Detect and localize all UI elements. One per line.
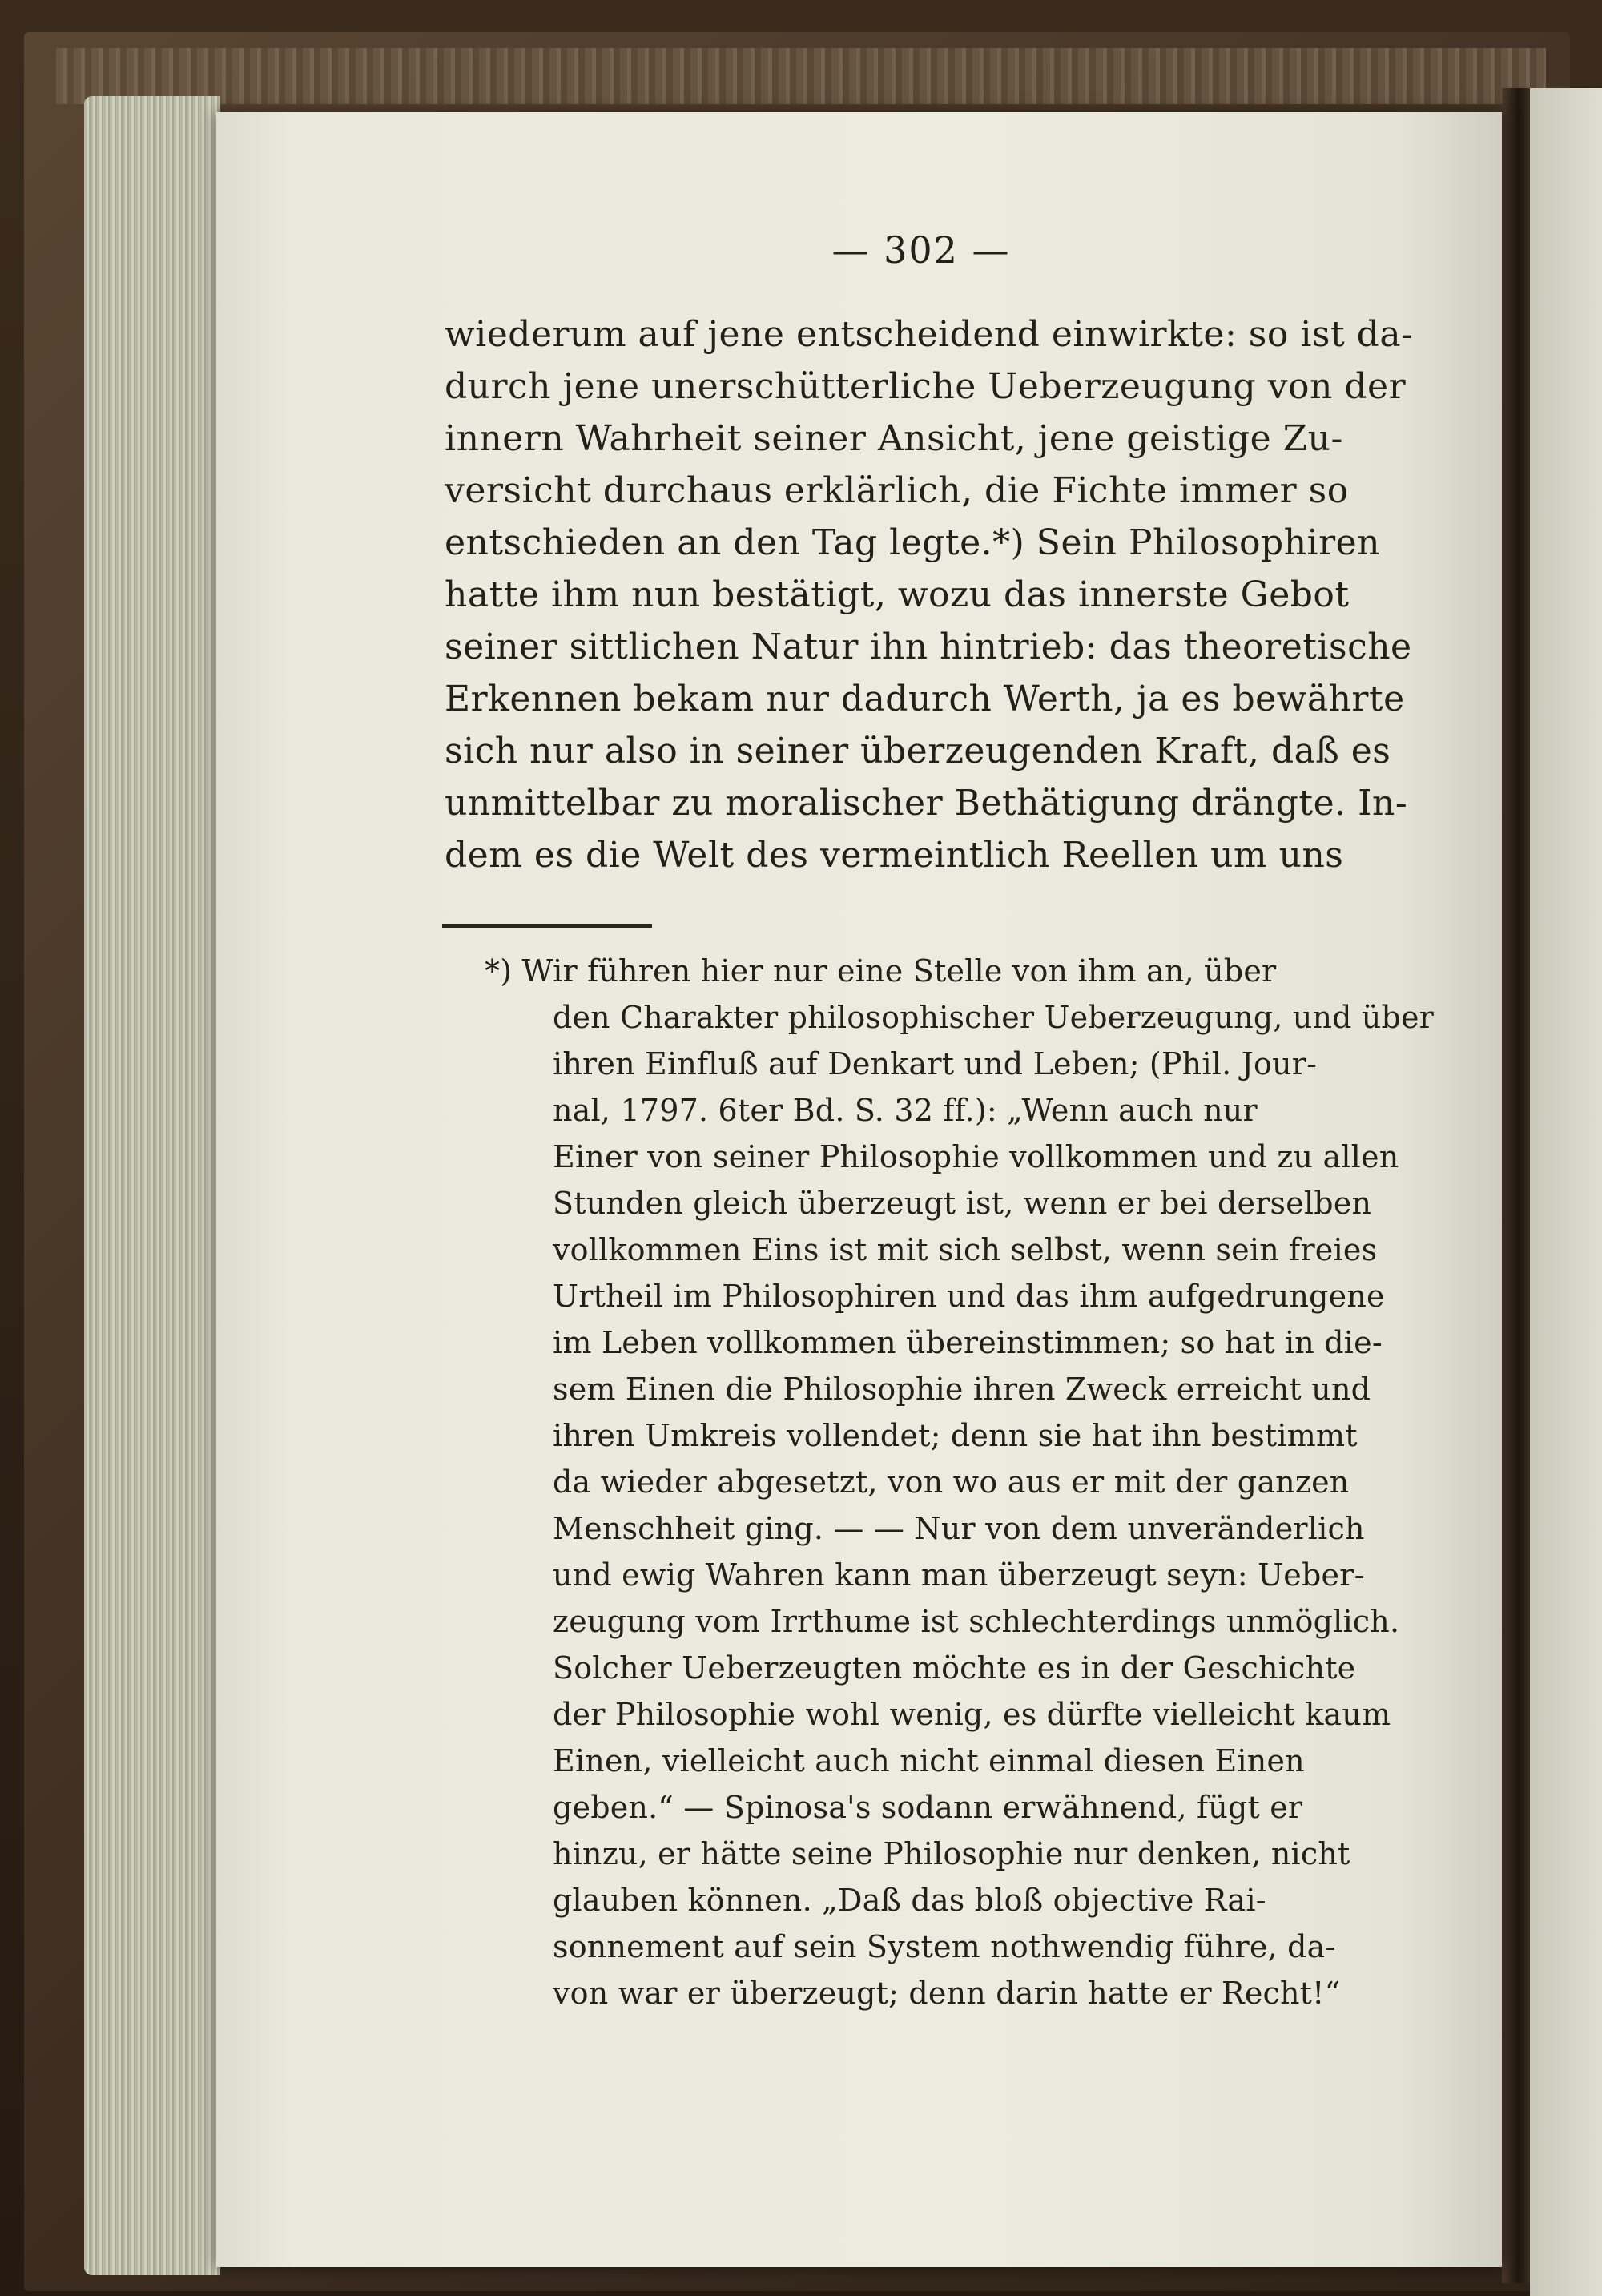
footnote-line: der Philosophie wohl wenig, es dürfte vielleicht kaum — [553, 1697, 1391, 1732]
footnote-line: Einer von seiner Philosophie vollkommen und zu allen — [553, 1139, 1399, 1174]
footnote-line: von war er überzeugt; denn darin hatte er Recht!“ — [553, 1976, 1341, 2011]
footnote-line: Einen, vielleicht auch nicht einmal diesen Einen — [553, 1743, 1305, 1778]
footnote-rule — [442, 924, 652, 928]
main-line: seiner sittlichen Natur ihn hintrieb: das theoretische — [445, 626, 1412, 667]
footnote-line: den Charakter philosophischer Ueberzeugung, und über — [553, 1000, 1434, 1035]
footnote-line: ihren Umkreis vollendet; denn sie hat ihn bestimmt — [553, 1418, 1358, 1453]
book-gutter — [1502, 88, 1530, 2283]
footnote-line: sem Einen die Philosophie ihren Zweck erreicht und — [553, 1372, 1371, 1407]
footnote-line: Urtheil im Philosophiren und das ihm aufgedrungene — [553, 1279, 1385, 1314]
footnote-line: sonnement auf sein System nothwendig führe, da- — [553, 1929, 1336, 1964]
main-line: wiederum auf jene entscheidend einwirkte: so ist da- — [445, 314, 1414, 355]
footnote-line: nal, 1797. 6ter Bd. S. 32 ff.): „Wenn auch nur — [553, 1093, 1258, 1128]
main-line: Erkennen bekam nur dadurch Werth, ja es bewährte — [445, 679, 1405, 719]
main-line: hatte ihm nun bestätigt, wozu das innerste Gebot — [445, 574, 1350, 615]
footnote-line: zeugung vom Irrthume ist schlechterdings unmöglich. — [553, 1604, 1400, 1639]
footnote-line: und ewig Wahren kann man überzeugt seyn: Ueber- — [553, 1557, 1365, 1593]
facing-page-edge — [1530, 88, 1602, 2296]
footnote-line: hinzu, er hätte seine Philosophie nur denken, nicht — [553, 1836, 1350, 1871]
footnote-line: glauben können. „Daß das bloß objective Rai- — [553, 1883, 1266, 1918]
cover-edge — [56, 48, 1546, 104]
footnote-line: da wieder abgesetzt, von wo aus er mit der ganzen — [553, 1464, 1350, 1500]
footnote-line: Menschheit ging. — — Nur von dem unveränderlich — [553, 1511, 1365, 1546]
page-number: — 302 — — [831, 228, 1011, 272]
footnote-line: *) Wir führen hier nur eine Stelle von ihm an, über — [485, 953, 1277, 989]
main-line: unmittelbar zu moralischer Bethätigung drängte. In- — [445, 783, 1408, 824]
footnote-line: Stunden gleich überzeugt ist, wenn er bei derselben — [553, 1186, 1372, 1221]
main-line: dem es die Welt des vermeintlich Reellen um uns — [445, 835, 1344, 876]
footnote-line: ihren Einfluß auf Denkart und Leben; (Phil. Jour- — [553, 1046, 1318, 1082]
footnote-line: im Leben vollkommen übereinstimmen; so hat in die- — [553, 1325, 1383, 1360]
main-line: durch jene unerschütterliche Ueberzeugung von der — [445, 366, 1407, 407]
main-line: entschieden an den Tag legte.*) Sein Philosophiren — [445, 522, 1381, 563]
main-line: innern Wahrheit seiner Ansicht, jene geistige Zu- — [445, 418, 1343, 459]
footnote-line: vollkommen Eins ist mit sich selbst, wenn sein freies — [553, 1232, 1378, 1267]
footnote-line: Solcher Ueberzeugten möchte es in der Geschichte — [553, 1650, 1356, 1686]
main-line: versicht durchaus erklärlich, die Fichte immer so — [445, 470, 1349, 511]
footnote-line: geben.“ — Spinosa's sodann erwähnend, fügt er — [553, 1790, 1303, 1825]
main-line: sich nur also in seiner überzeugenden Kraft, daß es — [445, 731, 1391, 771]
page-edges — [84, 96, 220, 2275]
